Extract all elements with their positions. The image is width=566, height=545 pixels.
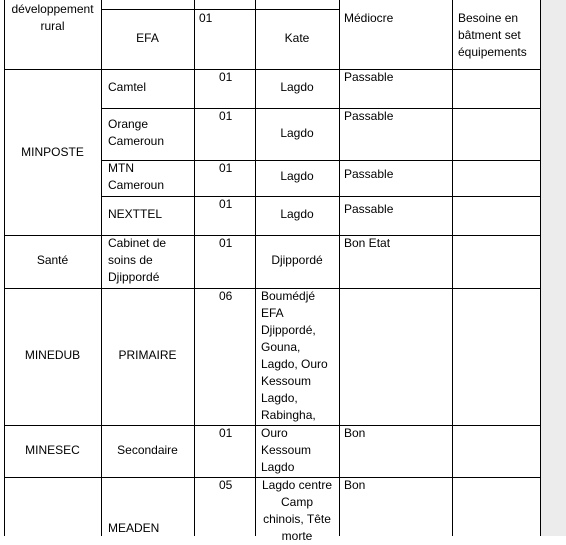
location-cell: Lagdo centre Camp chinois, Tête morte — [261, 478, 333, 543]
state-cell: Passable — [344, 167, 394, 181]
row-divider — [4, 69, 541, 70]
location-cell: Lagdo — [280, 207, 314, 221]
state-cell: Médiocre — [344, 11, 394, 25]
sector-cell: développement rural — [11, 2, 94, 33]
count-cell: 01 — [219, 236, 233, 250]
entity-cell: MTN Cameroun — [108, 161, 165, 192]
entity-cell: Orange Cameroun — [108, 117, 165, 148]
location-cell: Lagdo — [280, 169, 314, 183]
row-divider — [4, 235, 541, 236]
location-cell: Lagdo — [280, 126, 314, 140]
sector-cell: Santé — [36, 253, 69, 267]
count-cell: 01 — [219, 109, 233, 123]
table-border-right — [540, 0, 541, 536]
entity-cell: MEADEN — [108, 521, 160, 535]
count-cell: 06 — [219, 289, 233, 303]
count-cell: 01 — [219, 161, 233, 175]
sector-cell: MINESEC — [25, 443, 80, 457]
page-margin-band — [540, 0, 566, 536]
row-divider — [101, 108, 541, 109]
count-cell: 01 — [199, 11, 213, 25]
state-cell: Bon Etat — [344, 236, 391, 250]
row-divider — [101, 9, 340, 10]
row-divider — [101, 196, 541, 197]
entity-cell: NEXTTEL — [108, 207, 163, 221]
state-cell: Passable — [344, 70, 394, 84]
row-divider — [101, 160, 541, 161]
location-cell: Kate — [284, 31, 310, 45]
count-cell: 01 — [219, 70, 233, 84]
location-cell: Djippordé — [271, 253, 323, 267]
entity-cell: Secondaire — [117, 443, 178, 457]
state-cell: Bon — [344, 478, 366, 492]
entity-cell: EFA — [136, 31, 159, 45]
count-cell: 01 — [219, 426, 233, 440]
needs-cell: Besoine en bâtment set équipements — [458, 11, 527, 59]
column-divider — [452, 0, 453, 536]
location-cell: Bouméd​jé EFA Djippordé, Gouna, Lagdo, Ouro Kessoum Lagdo, Rabingha, — [261, 289, 328, 422]
state-cell: Bon — [344, 426, 366, 440]
count-cell: 01 — [219, 197, 233, 211]
count-cell: 05 — [219, 478, 233, 492]
location-cell: Lagdo — [280, 80, 314, 94]
entity-cell: Camtel — [108, 80, 147, 94]
column-divider — [339, 0, 340, 536]
entity-cell: PRIMAIRE — [118, 348, 177, 362]
location-cell: Ouro Kessoum Lagdo — [261, 426, 312, 474]
sector-cell: MINPOSTE — [21, 145, 84, 159]
state-cell: Passable — [344, 202, 394, 216]
column-divider — [194, 0, 195, 536]
entity-cell: Cabinet de soins de Djippordé — [108, 236, 167, 284]
state-cell: Passable — [344, 109, 394, 123]
sector-cell: MINEDUB — [24, 348, 81, 362]
